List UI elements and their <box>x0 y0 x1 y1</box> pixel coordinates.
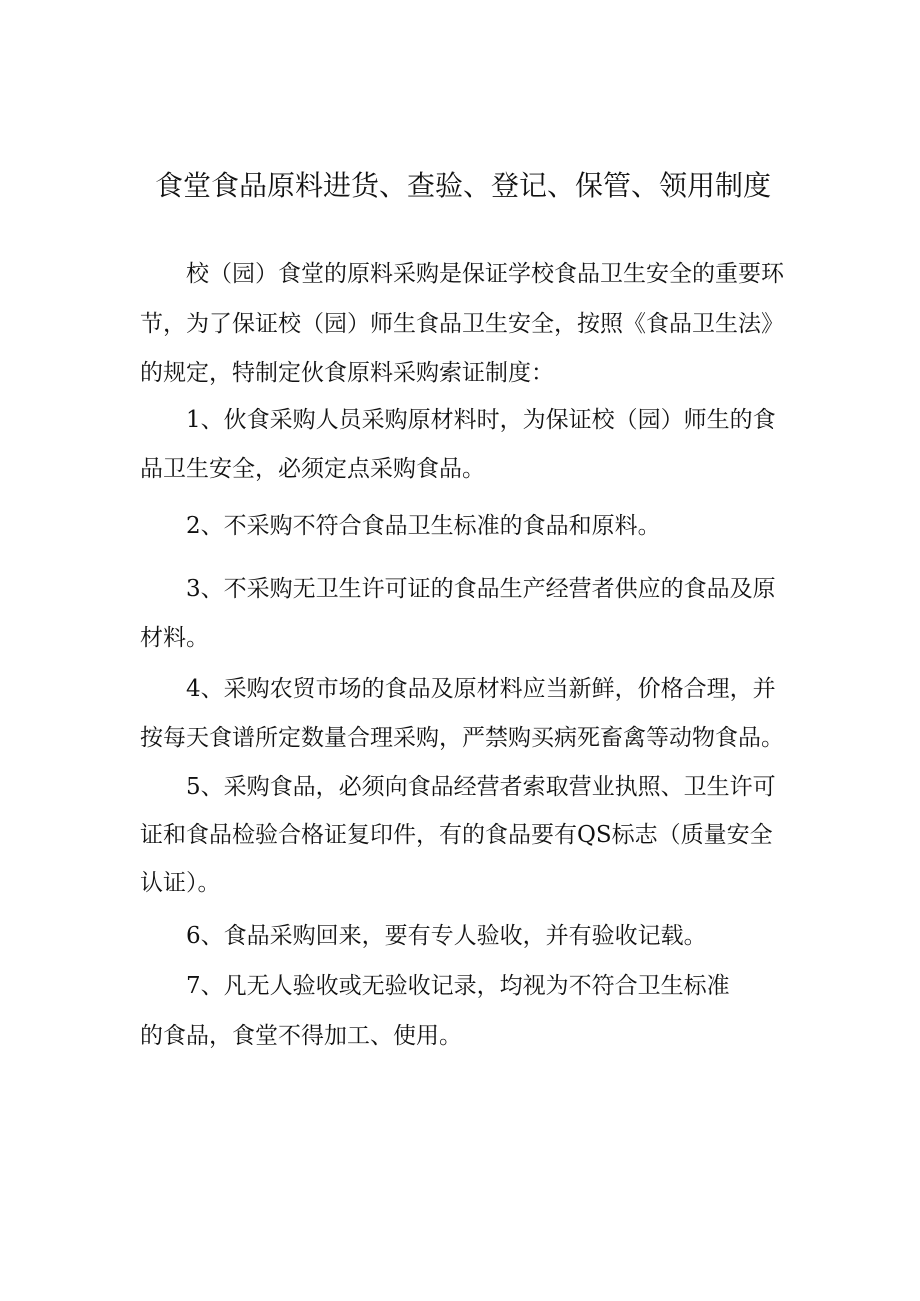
intro-line-3: 的规定，特制定伙食原料采购索证制度： <box>140 360 554 386</box>
item-1-line-2: 品卫生安全，必须定点采购食品。 <box>140 456 485 482</box>
item-2-line-1: 2、不采购不符合食品卫生标准的食品和原料。 <box>186 513 661 539</box>
item-1-line-1: 1、伙食采购人员采购原材料时，为保证校（园）师生的食 <box>186 407 776 433</box>
intro-line-2: 节，为了保证校（园）师生食品卫生安全，按照《食品卫生法》 <box>140 311 784 337</box>
item-5-line-2: 证和食品检验合格证复印件，有的食品要有QS标志（质量安全 <box>140 822 773 848</box>
item-7-line-2: 的食品，食堂不得加工、使用。 <box>140 1023 462 1049</box>
intro-line-1: 校（园）食堂的原料采购是保证学校食品卫生安全的重要环 <box>186 261 784 287</box>
item-7-line-1: 7、凡无人验收或无验收记录，均视为不符合卫生标准 <box>186 973 730 999</box>
item-4-line-2: 按每天食谱所定数量合理采购，严禁购买病死畜禽等动物食品。 <box>140 725 784 751</box>
item-6-line-1: 6、食品采购回来，要有专人验收，并有验收记载。 <box>186 923 707 949</box>
document-title: 食堂食品原料进货、查验、登记、保管、领用制度 <box>155 169 772 202</box>
item-4-line-1: 4、采购农贸市场的食品及原材料应当新鲜，价格合理，并 <box>186 676 776 702</box>
item-3-line-2: 材料。 <box>140 625 209 651</box>
item-3-line-1: 3、不采购无卫生许可证的食品生产经营者供应的食品及原 <box>186 576 776 602</box>
item-5-line-3: 认证）。 <box>140 870 221 896</box>
item-5-line-1: 5、采购食品，必须向食品经营者索取营业执照、卫生许可 <box>186 774 776 800</box>
